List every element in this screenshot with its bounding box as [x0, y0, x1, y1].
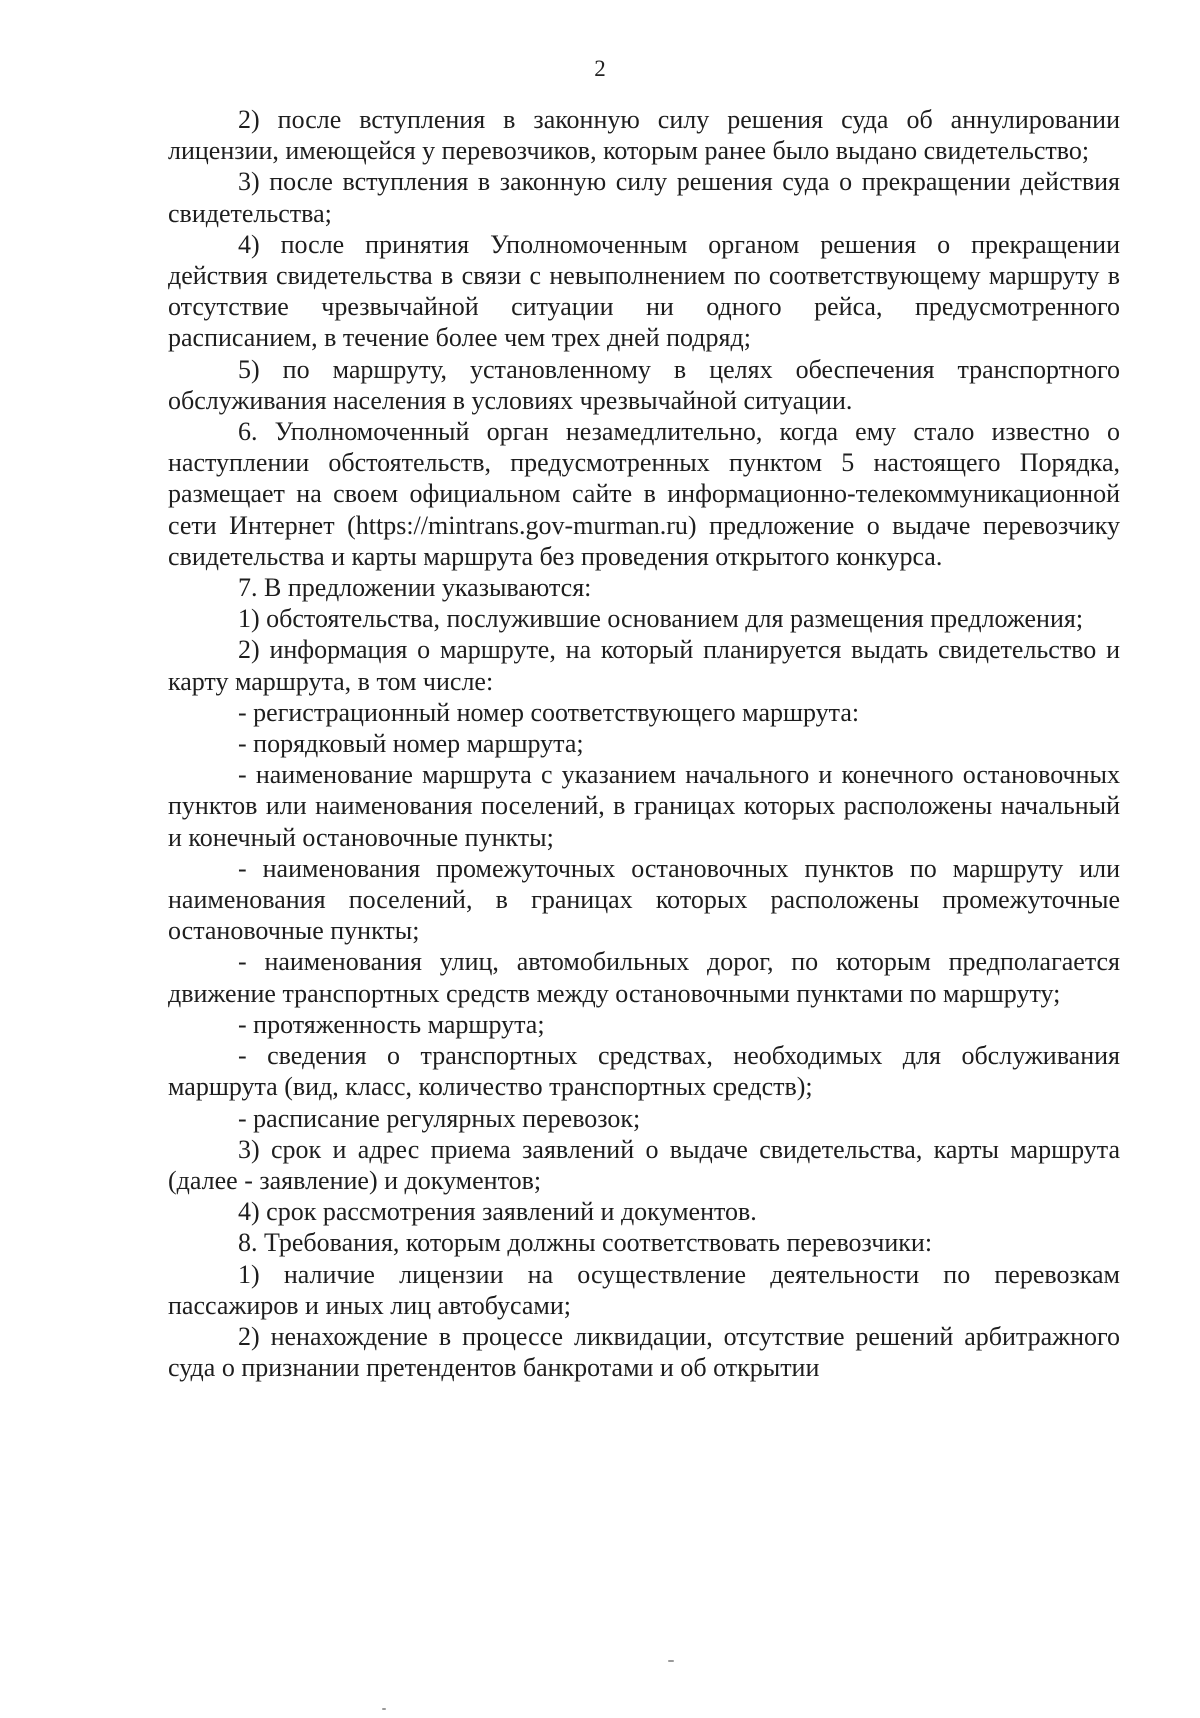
- paragraph: 7. В предложении указываются:: [238, 573, 592, 603]
- paragraph: - наименования улиц, автомобильных дорог, по которым предполагается движение транспортных средств между остановочными пунктами по маршруту;: [168, 947, 1120, 1008]
- paragraph: 1) обстоятельства, послужившие основанием для размещения предложения;: [238, 604, 1084, 634]
- paragraph: - регистрационный номер соответствующего маршрута:: [238, 697, 860, 727]
- paragraph: 4) срок рассмотрения заявлений и документов.: [238, 1197, 757, 1227]
- paragraph: - расписание регулярных перевозок;: [238, 1103, 641, 1133]
- paragraph: 2) после вступления в законную силу решения суда об аннулировании лицензии, имеющейся у перевозчиков, которым ранее было выдано свидетельство;: [168, 105, 1120, 166]
- paragraph: 1) наличие лицензии на осуществление деятельности по перевозкам пассажиров и иных лиц автобусами;: [168, 1259, 1120, 1320]
- scan-speck: [382, 1708, 386, 1710]
- paragraph: 2) информация о маршруте, на который планируется выдать свидетельство и карту маршрута, в том числе:: [168, 635, 1120, 696]
- paragraph: 4) после принятия Уполномоченным органом решения о прекращении действия свидетельства в связи с невыполнением по соответствующему маршруту в отсутствие чрезвычайной ситуации ни одного рейса, предусмотренного расписанием, в течение более чем трех дней подряд;: [168, 229, 1120, 353]
- document-body: [168, 104, 1120, 1383]
- paragraph: - наименования промежуточных остановочных пунктов по маршруту или наименования поселений, в границах которых расположены промежуточные остановочные пункты;: [168, 853, 1120, 946]
- paragraph: 8. Требования, которым должны соответствовать перевозчики:: [238, 1228, 933, 1258]
- paragraph: - наименование маршрута с указанием начального и конечного остановочных пунктов или наименования поселений, в границах которых расположены начальный и конечный остановочные пункты;: [168, 760, 1120, 852]
- paragraph: 2) ненахождение в процессе ликвидации, отсутствие решений арбитражного суда о признании претендентов банкротами и об открытии: [168, 1321, 1120, 1383]
- paragraph: 3) после вступления в законную силу решения суда о прекращении действия свидетельства;: [168, 167, 1120, 228]
- paragraph: 6. Уполномоченный орган незамедлительно, когда ему стало известно о наступлении обстоятельств, предусмотренных пунктом 5 настоящего Порядка, размещает на своем официальном сайте в информационно-телекоммуникационной сети Интернет (https://mintrans.gov-murman.ru) предложение о выдаче перевозчику свидетельства и карты маршрута без проведения открытого конкурса.: [168, 417, 1120, 571]
- page-number: 2: [594, 56, 606, 81]
- paragraph: 3) срок и адрес приема заявлений о выдаче свидетельства, карты маршрута (далее - заявление) и документов;: [168, 1134, 1120, 1195]
- paragraph: - порядковый номер маршрута;: [238, 729, 584, 759]
- scan-speck: [668, 1660, 674, 1662]
- paragraph: 5) по маршруту, установленному в целях обеспечения транспортного обслуживания населения в условиях чрезвычайной ситуации.: [168, 354, 1120, 415]
- paragraph: - сведения о транспортных средствах, необходимых для обслуживания маршрута (вид, класс, количество транспортных средств);: [168, 1041, 1120, 1102]
- paragraph: - протяженность маршрута;: [238, 1009, 545, 1039]
